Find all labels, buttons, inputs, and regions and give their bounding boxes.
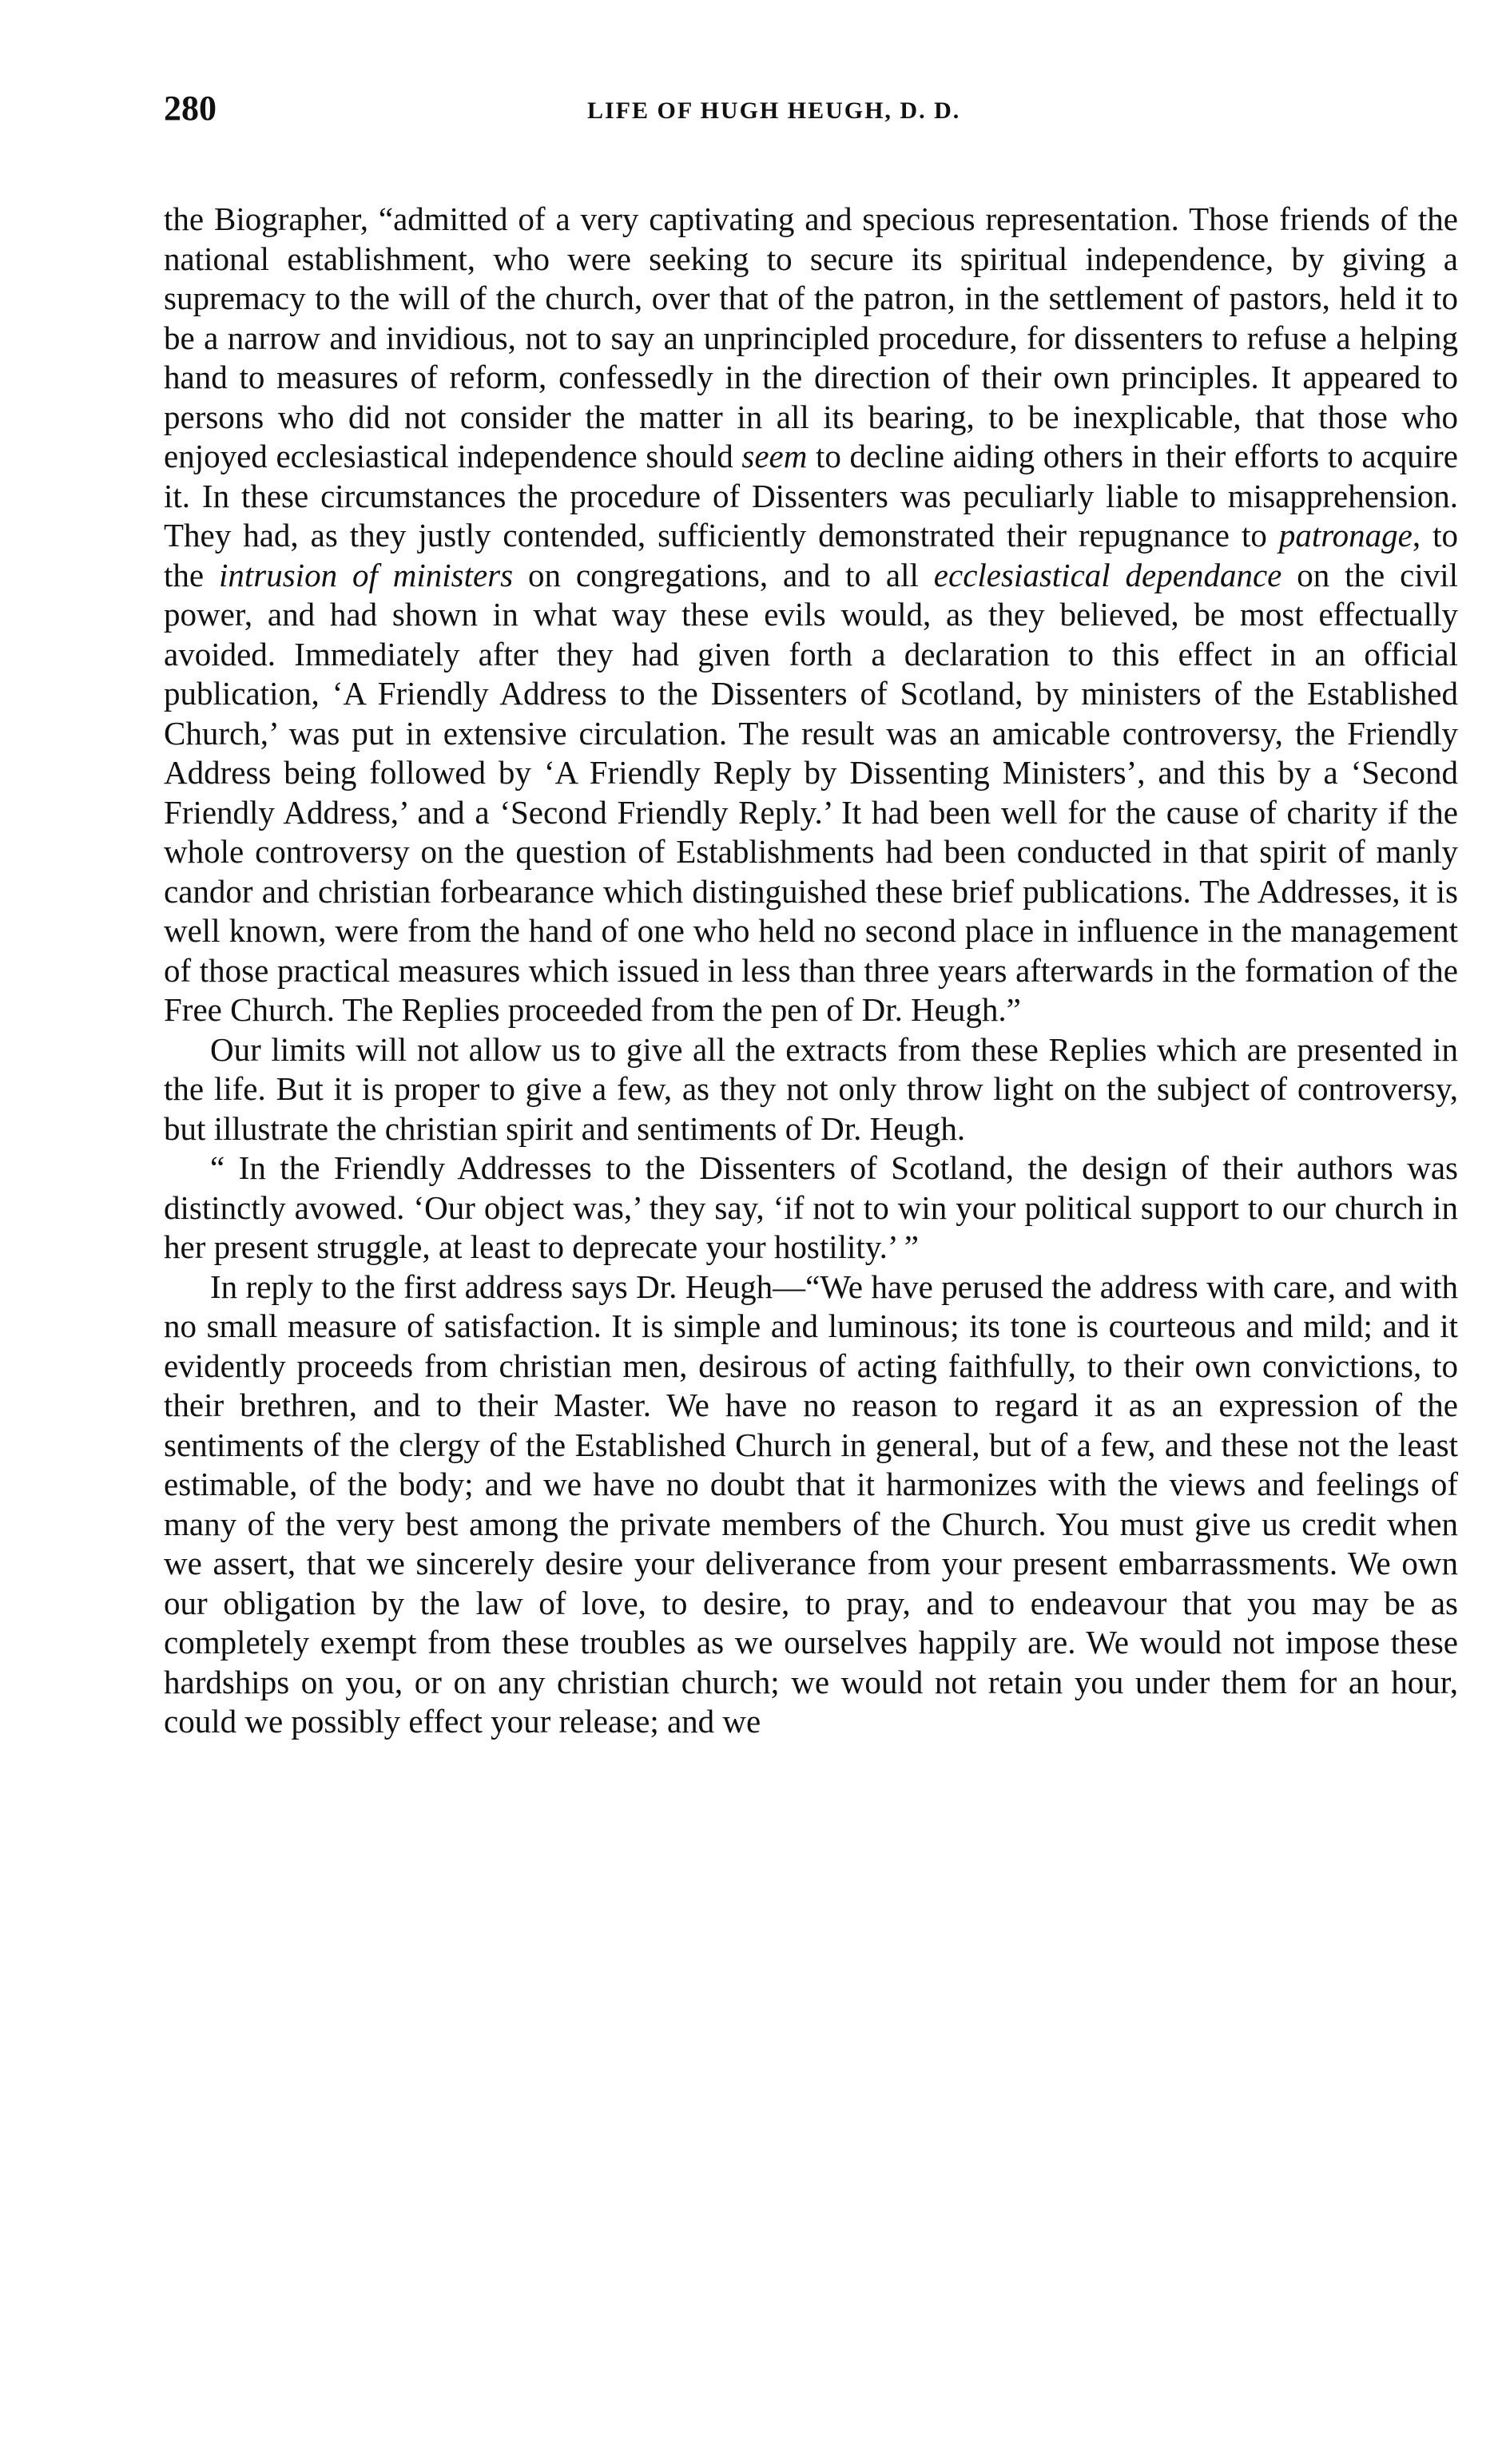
text-segment: the Biographer, “admitted of a very captivating and specious representation. Those friends of the national establishment, who were seeking to secure its spiritual independence, by giving a supremacy to the will of the church, over that of the patron, in the settlement of pastors, held it to be a narrow and invidious, not to say an unprincipled procedure, for dissenters to refuse a helping hand to measures of reform, confessedly in the direction of their own principles. It appeared to persons who did not consider the matter in all its bearing, to be inexplicable, that those who enjoyed ecclesiastical independence should bbox=[164, 200, 1458, 474]
paragraph bbox=[164, 200, 1458, 1030]
italic-text: intrusion of ministers bbox=[218, 556, 514, 593]
italic-text: seem bbox=[741, 438, 808, 474]
book-page bbox=[164, 88, 1458, 1742]
text-segment: “ In the Friendly Addresses to the Dissenters of Scotland, the design of their authors was distinctly avowed. ‘Our object was,’ they say, ‘if not to win your political support to our church in her present struggle, at least to deprecate your hostility.’ ” bbox=[164, 1149, 1458, 1265]
italic-text: patronage bbox=[1278, 517, 1413, 554]
text-segment: , to the bbox=[164, 517, 1458, 593]
body-text bbox=[164, 200, 1458, 1742]
text-segment: to decline aiding others in their efforts to acquire it. In these circumstances the procedure of Dissenters was peculiarly liable to misapprehension. They had, as they justly contended, sufficiently demonstrated their repugnance to bbox=[164, 438, 1459, 554]
running-title: LIFE OF HUGH HEUGH, D. D. bbox=[587, 97, 961, 124]
text-segment: In reply to the first address says Dr. Heugh—“We have perused the address with care, and with no small measure of satisfaction. It is simple and luminous; its tone is courteous and mild; and it evidently proceeds from christian men, desirous of acting faithfully, to their own convictions, to their brethren, and to their Master. We have no reason to regard it as an expression of the sentiments of the clergy of the Established Church in general, but of a few, and these not the least estimable, of the body; and we have no doubt that it harmonizes with the views and feelings of many of the very best among the private members of the Church. You must give us credit when we assert, that we sincerely desire your deliverance from your present embarrassments. We own our obligation by the law of love, to desire, to pray, and to endeavour that you may be as completely exempt from these troubles as we ourselves happily are. We would not impose these hardships on you, or on any christian church; we would not retain you under them for an hour, could we possibly effect your release; and we bbox=[164, 1268, 1458, 1740]
paragraph bbox=[164, 1268, 1458, 1742]
italic-text: ecclesiastical dependance bbox=[933, 556, 1282, 593]
text-segment: on the civil power, and had shown in what way these evils would, as they believed, be most effectually avoided. Immediately after they had given forth a declaration to this effect in an official publication, ‘A Friendly Address to the Dissenters of Scotland, by ministers of the Established Church,’ was put in extensive circulation. The result was an amicable controversy, the Friendly Address being followed by ‘A Friendly Reply by Dissenting Ministers’, and this by a ‘Second Friendly Address,’ and a ‘Second Friendly Reply.’ It had been well for the cause of charity if the whole controversy on the question of Establishments had been conducted in that spirit of manly candor and christian forbearance which distinguished these brief publications. The Addresses, it is well known, were from the hand of one who held no second place in influence in the management of those practical measures which issued in less than three years afterwards in the formation of the Free Church. The Replies proceeded from the pen of Dr. Heugh.” bbox=[164, 556, 1458, 1028]
page-number: 280 bbox=[164, 89, 217, 128]
text-segment: Our limits will not allow us to give all the extracts from these Replies which are presented in the life. But it is proper to give a few, as they not only throw light on the subject of controversy, but illustrate the christian spirit and sentiments of Dr. Heugh. bbox=[164, 1030, 1458, 1147]
text-segment: on congregations, and to all bbox=[513, 556, 934, 593]
paragraph bbox=[164, 1030, 1458, 1149]
running-header bbox=[164, 88, 1458, 160]
paragraph bbox=[164, 1149, 1458, 1268]
